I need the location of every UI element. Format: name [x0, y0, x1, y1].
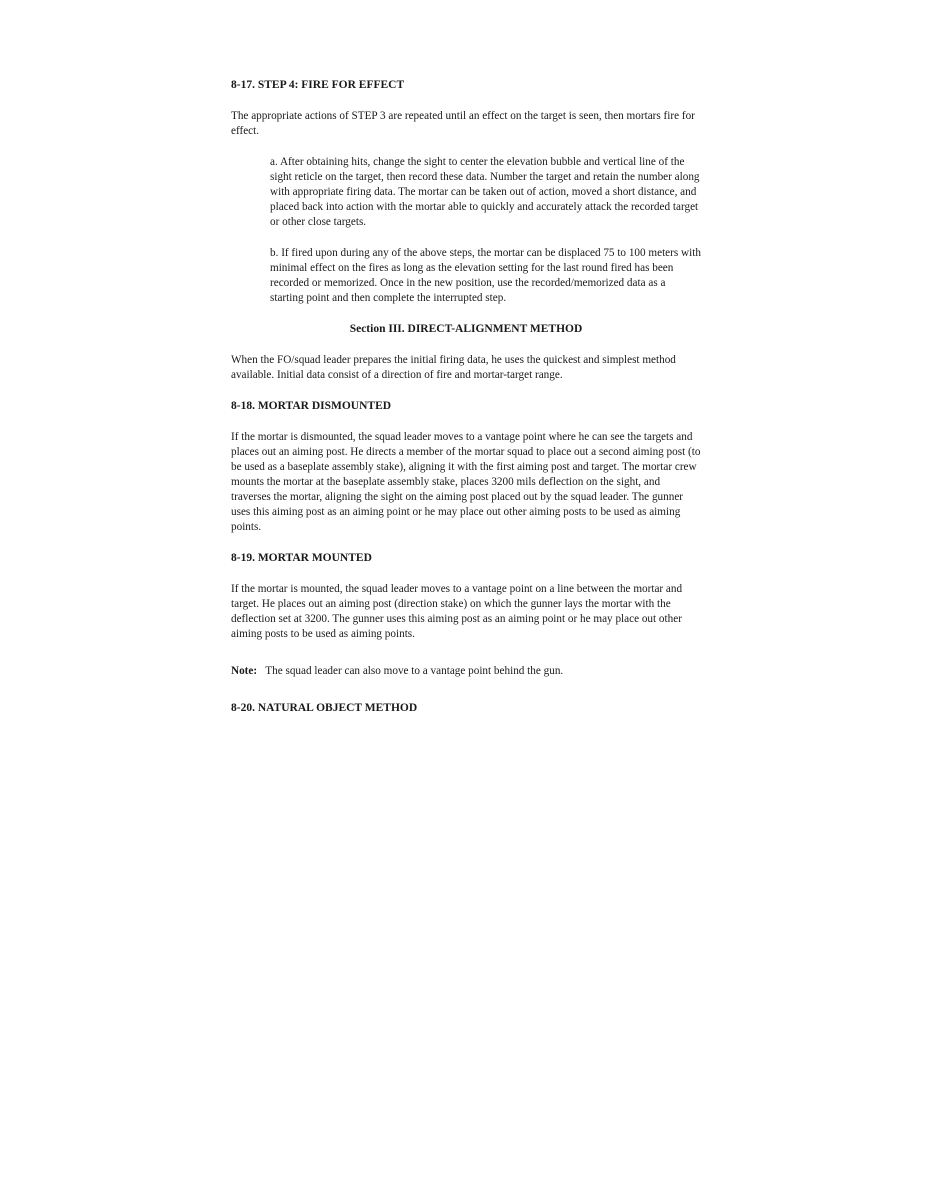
- paragraph-8-19: If the mortar is mounted, the squad leader moves to a vantage point on a line between the mortar and target. He places out an aiming post (direction stake) on which the gunner lays the mortar with the deflection set at 3200. The gunner uses this aiming post as an aiming point or he may place out other aiming posts to be used as aiming points.: [231, 583, 683, 640]
- note-text: The squad leader can also move to a vantage point behind the gun.: [265, 665, 564, 677]
- paragraph-8-17-a: a. After obtaining hits, change the sight to center the elevation bubble and vertical line of the sight reticle on the target, then record these data. Number the target and retain the number along with appropriate firing data. The mortar can be taken out of action, moved a short distance, and placed back into action with the mortar able to quickly and accurately attack the recorded target or other close targets.: [270, 156, 700, 228]
- paragraph-section-iii-intro: When the FO/squad leader prepares the initial firing data, he uses the quickest and simplest method available. Initial data consist of a direction of fire and mortar-target range.: [231, 354, 676, 381]
- section-heading-8-18: 8-18. MORTAR DISMOUNTED: [231, 400, 392, 412]
- section-heading-8-17: 8-17. STEP 4: FIRE FOR EFFECT: [231, 79, 405, 91]
- document-page: [231, 78, 701, 716]
- paragraph-8-17-intro: The appropriate actions of STEP 3 are repeated until an effect on the target is seen, then mortars fire for effect.: [231, 110, 695, 137]
- paragraph-8-17-b: b. If fired upon during any of the above steps, the mortar can be displaced 75 to 100 meters with minimal effect on the fires as long as the elevation setting for the last round fired has been recorded or memorized. Once in the new position, use the recorded/memorized data as a starting point and then complete the interrupted step.: [270, 247, 701, 304]
- section-heading-8-19: 8-19. MORTAR MOUNTED: [231, 552, 372, 564]
- section-heading-8-20: 8-20. NATURAL OBJECT METHOD: [231, 702, 418, 714]
- section-title-iii: Section III. DIRECT-ALIGNMENT METHOD: [349, 323, 583, 335]
- note-label: Note:: [231, 665, 258, 677]
- paragraph-8-18: If the mortar is dismounted, the squad leader moves to a vantage point where he can see the targets and places out an aiming post. He directs a member of the mortar squad to place out a second aiming post (to be used as a baseplate assembly stake), aligning it with the first aiming post and target. The mortar crew mounts the mortar at the baseplate assembly stake, places 3200 mils deflection on the sight, and traverses the mortar, aligning the sight on the aiming post placed out by the squad leader. The gunner uses this aiming post as an aiming point or he may place out other aiming posts to be used as aiming points.: [231, 431, 701, 533]
- note: [231, 664, 701, 679]
